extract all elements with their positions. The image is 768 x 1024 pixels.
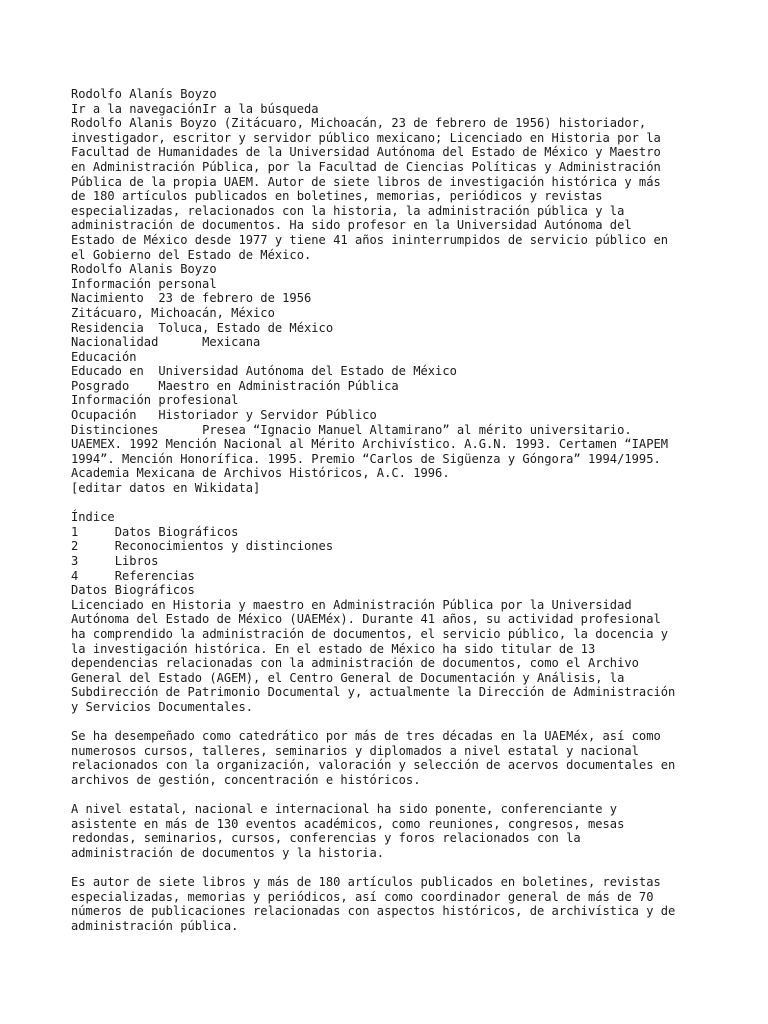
text-line: numerosos cursos, talleres, seminarios y diplomados a nivel estatal y nacional [71, 743, 639, 758]
section-heading: Datos Biográficos [71, 583, 195, 598]
text-line: Autónoma del Estado de México (UAEMéx). Durante 41 años, su actividad profesional [71, 612, 661, 627]
infobox-section-education: Educación [71, 349, 137, 364]
infobox-name: Rodolfo Alanis Boyzo [71, 262, 217, 277]
intro-line: en Administración Pública, por la Facultad de Ciencias Políticas y Administración [71, 159, 661, 174]
infobox-label: Nacionalidad [71, 335, 159, 350]
infobox-label: Nacimiento [71, 291, 144, 306]
infobox-label: Distinciones [71, 422, 159, 437]
intro-paragraph [71, 116, 728, 262]
intro-line: el Gobierno del Estado de México. [71, 247, 312, 262]
bio-paragraph [71, 875, 728, 933]
text-line: A nivel estatal, nacional e internacional ha sido ponente, conferenciante y [71, 802, 618, 817]
infobox-row-birth [71, 291, 728, 306]
infobox-birth-place: Zitácuaro, Michoacán, México [71, 305, 275, 320]
text-line: General del Estado (AGEM), el Centro General de Documentación y Análisis, la [71, 670, 625, 685]
infobox-label: Residencia [71, 320, 144, 335]
text-line: especializadas, memorias y periódicos, así como coordinador general de más de 70 [71, 889, 654, 904]
intro-line: Pública de la propia UAEM. Autor de siete libros de investigación histórica y más [71, 174, 661, 189]
infobox-row-postgrad [71, 379, 728, 394]
intro-line: Estado de México desde 1977 y tiene 41 años ininterrumpidos de servicio público en [71, 232, 669, 247]
infobox-distinctions-line: Academia Mexicana de Archivos Históricos, A.C. 1996. [71, 466, 450, 481]
intro-line: de 180 artículos publicados en boletines, memorias, periódicos y revistas [71, 189, 603, 204]
table-of-contents [71, 510, 728, 583]
toc-item-label: Datos Biográficos [114, 524, 239, 539]
infobox-value: Universidad Autónoma del Estado de México [158, 364, 457, 379]
toc-item[interactable]: 3 Libros [71, 554, 159, 568]
text-line: Licenciado en Historia y maestro en Administración Pública por la Universidad [71, 597, 632, 612]
text-line: ha comprendido la administración de documentos, el servicio público, la docencia y [71, 626, 669, 641]
infobox-row-nationality [71, 335, 728, 350]
infobox [71, 262, 728, 496]
intro-line: administración de documentos. Ha sido profesor en la Universidad Autónoma del [71, 218, 632, 233]
infobox-value: Mexicana [202, 335, 261, 350]
infobox-label: Educado en [71, 364, 144, 379]
toc-item-label: Libros [114, 554, 159, 568]
intro-line: Facultad de Humanidades de la Universidad Autónoma del Estado de México y Maestro [71, 145, 661, 160]
infobox-value: Toluca, Estado de México [158, 320, 334, 335]
infobox-distinctions-line: UAEMEX. 1992 Mención Nacional al Mérito Archivístico. A.G.N. 1993. Certamen “IAPEM [71, 437, 669, 452]
toc-item[interactable]: 1 Datos Biográficos [71, 524, 239, 539]
infobox-row-residence [71, 321, 728, 336]
text-line: Se ha desempeñado como catedrático por más de tres décadas en la UAEMéx, así como [71, 729, 661, 744]
skip-links [71, 102, 728, 117]
bio-section [71, 583, 728, 933]
text-line: dependencias relacionadas con la administración de documentos, como el Archivo [71, 656, 639, 671]
bio-paragraph [71, 729, 728, 787]
infobox-row-distinctions [71, 423, 728, 438]
infobox-row-educated [71, 364, 728, 379]
infobox-section-personal: Información personal [71, 276, 217, 291]
infobox-value: Historiador y Servidor Público [158, 408, 377, 423]
text-line: redondas, seminarios, cursos, conferencias y foros relacionados con la [71, 831, 581, 846]
infobox-label: Ocupación [71, 408, 137, 423]
search-link[interactable]: Ir a la búsqueda [202, 101, 319, 116]
text-line: y Servicios Documentales. [71, 699, 254, 714]
intro-line: investigador, escritor y servidor público mexicano; Licenciado en Historia por la [71, 130, 661, 145]
text-line: asistente en más de 130 eventos académicos, como reuniones, congresos, mesas [71, 816, 625, 831]
infobox-row-occupation [71, 408, 728, 423]
toc-item-label: Reconocimientos y distinciones [114, 539, 334, 554]
text-line: administración pública. [71, 918, 239, 933]
bio-paragraph [71, 802, 728, 860]
page-title: Rodolfo Alanís Boyzo [71, 87, 217, 101]
text-line: archivos de gestión, concentración e históricos. [71, 772, 421, 787]
intro-line: especializadas, relacionados con la historia, la administración pública y la [71, 203, 625, 218]
text-line: Subdirección de Patrimonio Documental y, actualmente la Dirección de Administración [71, 685, 676, 700]
toc-item-label: Referencias [114, 568, 195, 583]
nav-link[interactable]: Ir a la navegación [71, 101, 203, 116]
toc-item[interactable]: 4 Referencias [71, 568, 195, 583]
infobox-value: Presea “Ignacio Manuel Altamirano” al mérito universitario. [202, 422, 632, 437]
text-line: números de publicaciones relacionadas con aspectos históricos, de archivística y de [71, 904, 676, 919]
text-line: Es autor de siete libros y más de 180 artículos publicados en boletines, revistas [71, 875, 661, 890]
infobox-distinctions-line: 1994”. Mención Honorífica. 1995. Premio “Carlos de Sigüenza y Góngora” 1994/1995. [71, 451, 661, 466]
toc-item[interactable]: 2 Reconocimientos y distinciones [71, 539, 334, 554]
toc-heading: Índice [71, 510, 115, 525]
infobox-section-professional: Información profesional [71, 393, 239, 408]
edit-wikidata-link[interactable]: [editar datos en Wikidata] [71, 481, 261, 496]
bio-paragraph [71, 598, 728, 715]
text-line: relacionados con la organización, valoración y selección de acervos documentales en [71, 758, 676, 773]
text-line: administración de documentos y la historia. [71, 845, 385, 860]
infobox-label: Posgrado [71, 378, 130, 393]
infobox-value: Maestro en Administración Pública [158, 378, 399, 393]
intro-line: Rodolfo Alanis Boyzo (Zitácuaro, Michoacán, 23 de febrero de 1956) historiador, [71, 116, 647, 131]
infobox-value: 23 de febrero de 1956 [158, 291, 312, 306]
text-line: la investigación histórica. En el estado de México ha sido titular de 13 [71, 641, 596, 656]
